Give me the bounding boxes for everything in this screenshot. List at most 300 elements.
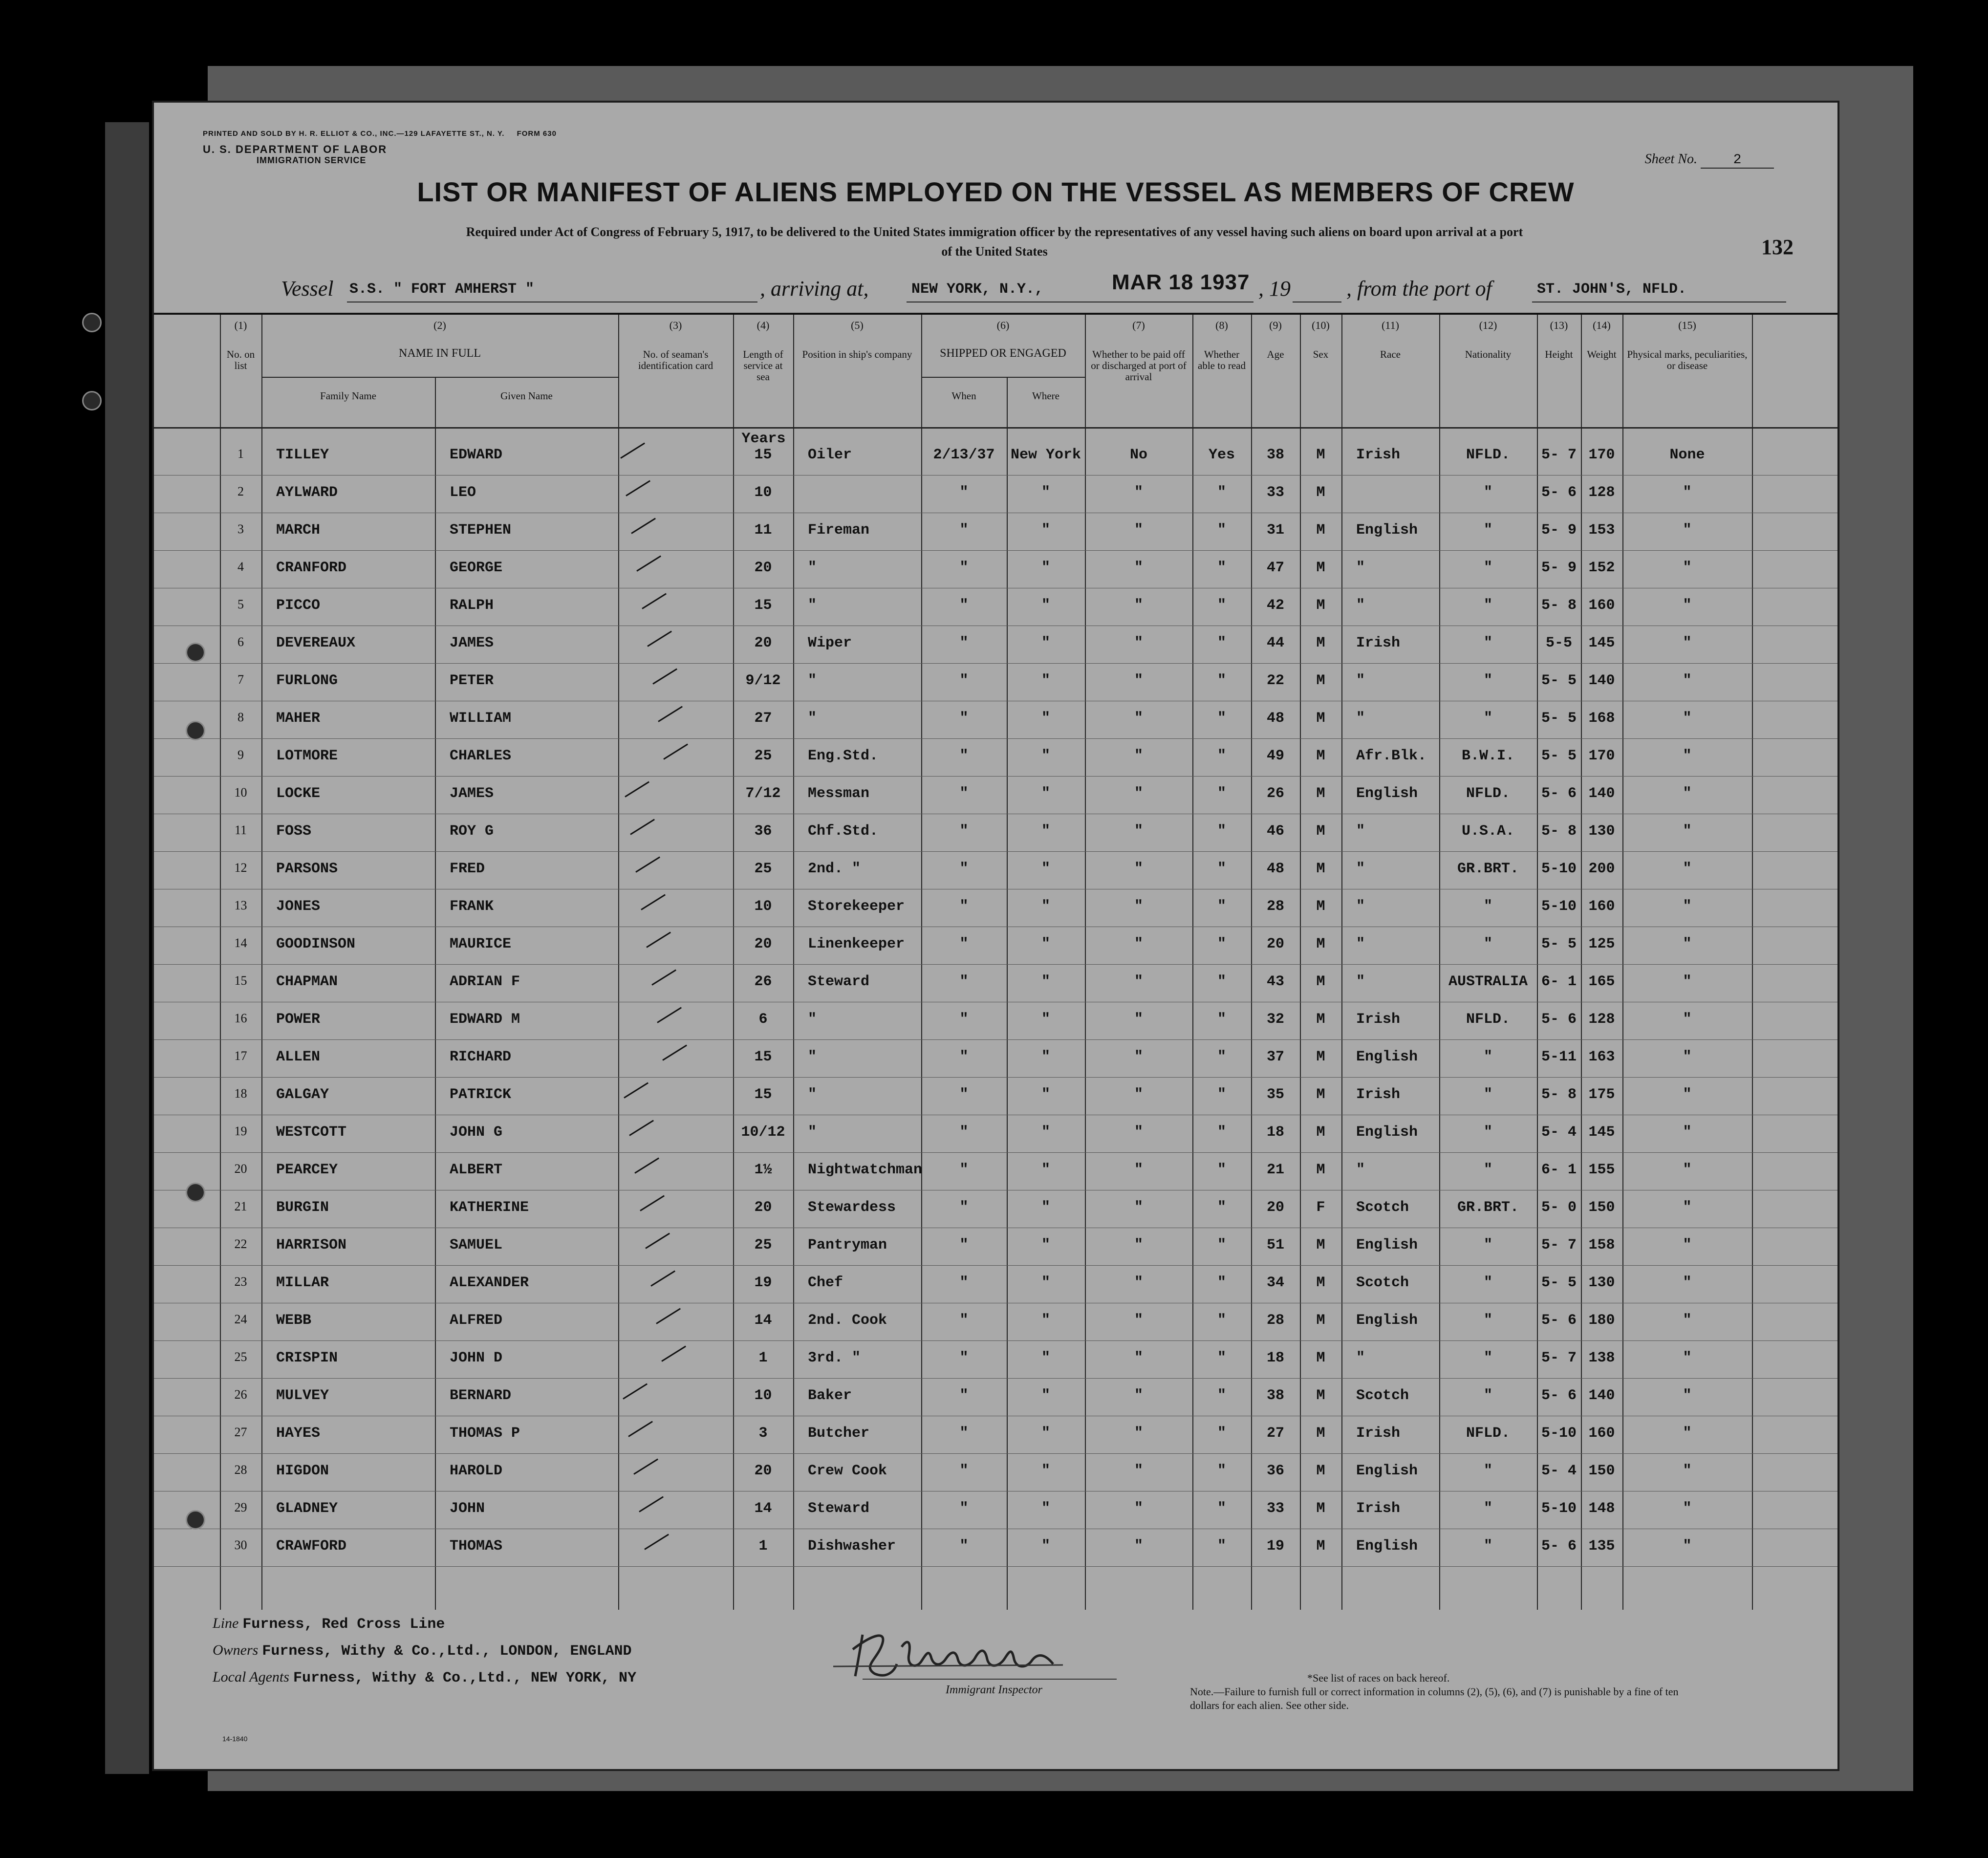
weight: 140 [1588, 785, 1615, 802]
service-length: 15 [754, 447, 772, 463]
family-name: MARCH [276, 522, 321, 539]
able-to-read: " [1217, 1049, 1226, 1065]
age: 20 [1266, 936, 1284, 952]
punch-hole [82, 391, 102, 410]
service-length: 1½ [754, 1162, 772, 1178]
shipped-when: " [959, 823, 969, 840]
age: 26 [1266, 785, 1284, 802]
given-name: FRANK [450, 898, 494, 915]
paid-off: " [1134, 1199, 1143, 1216]
family-name: CRISPIN [276, 1350, 338, 1366]
check-mark [629, 1120, 654, 1136]
family-name: PICCO [276, 597, 321, 614]
paid-off: " [1134, 484, 1143, 501]
form-code: 14-1840 [222, 1735, 248, 1743]
row-number: 4 [238, 560, 244, 574]
family-name: MULVEY [276, 1387, 329, 1404]
paid-off: " [1134, 522, 1143, 539]
background-sheet-edge [105, 122, 149, 1774]
family-name: ALLEN [276, 1049, 321, 1065]
row-number: 9 [238, 748, 244, 762]
shipped-where: New York [1010, 447, 1081, 463]
age: 37 [1266, 1049, 1284, 1065]
family-name: GALGAY [276, 1086, 329, 1103]
shipped-where: " [1041, 484, 1050, 501]
from-port: ST. JOHN'S, NFLD. [1537, 281, 1687, 298]
sex: M [1316, 1500, 1325, 1517]
physical-marks: " [1683, 1275, 1692, 1291]
family-name: POWER [276, 1011, 321, 1028]
shipped-where: " [1041, 1124, 1050, 1141]
family-name: AYLWARD [276, 484, 338, 501]
height: 5- 8 [1541, 597, 1577, 614]
shipped-when: " [959, 560, 969, 576]
age: 33 [1266, 484, 1284, 501]
column-header: Weight [1587, 348, 1617, 360]
table-row [154, 1115, 1837, 1153]
weight: 160 [1588, 1425, 1615, 1442]
column-header: Length of service at sea [743, 348, 783, 383]
height: 5- 5 [1541, 936, 1577, 952]
nationality: " [1483, 635, 1492, 651]
able-to-read: " [1217, 1425, 1226, 1442]
able-to-read: " [1217, 1312, 1226, 1329]
nationality: NFLD. [1466, 1011, 1510, 1028]
table-row [154, 1416, 1837, 1454]
weight: 150 [1588, 1463, 1615, 1479]
check-mark [658, 706, 683, 722]
shipped-when: " [959, 748, 969, 764]
sex: M [1316, 936, 1325, 952]
given-name: MAURICE [450, 936, 512, 952]
race: English [1356, 785, 1418, 802]
service-length: 20 [754, 1463, 772, 1479]
shipped-where: " [1041, 898, 1050, 915]
shipped-where: " [1041, 1162, 1050, 1178]
paid-off: " [1134, 1500, 1143, 1517]
nationality: NFLD. [1466, 1425, 1510, 1442]
row-number: 24 [234, 1312, 247, 1326]
paid-off: " [1134, 785, 1143, 802]
given-name: PETER [450, 672, 494, 689]
table-row [154, 777, 1837, 814]
table-row [154, 927, 1837, 965]
footer-note [1190, 1671, 1679, 1712]
from-label: , from the port of [1346, 277, 1492, 301]
shipped-when: " [959, 522, 969, 539]
height: 5- 6 [1541, 1011, 1577, 1028]
given-name: CHARLES [450, 748, 512, 764]
shipped-when: " [959, 1237, 969, 1253]
agents-value: Furness, Withy & Co.,Ltd., NEW YORK, NY [293, 1670, 637, 1686]
sex: M [1316, 1124, 1325, 1141]
family-name: HIGDON [276, 1463, 329, 1479]
shipped-where: " [1041, 1237, 1050, 1253]
physical-marks: " [1683, 1500, 1692, 1517]
check-mark [634, 1157, 659, 1173]
position: Messman [808, 785, 870, 802]
date-stamp: MAR 18 1937 [1112, 270, 1250, 294]
age: 32 [1266, 1011, 1284, 1028]
header-rule [154, 427, 1837, 429]
paid-off: " [1134, 635, 1143, 651]
shipped-where: " [1041, 785, 1050, 802]
row-number: 10 [234, 785, 247, 799]
service-length: 25 [754, 1237, 772, 1253]
service-length: 19 [754, 1275, 772, 1291]
height: 5- 6 [1541, 1387, 1577, 1404]
weight: 165 [1588, 973, 1615, 990]
physical-marks: " [1683, 785, 1692, 802]
check-mark [641, 894, 666, 910]
column-number: (9) [1269, 319, 1282, 331]
weight: 158 [1588, 1237, 1615, 1253]
column-number: (13) [1550, 319, 1568, 331]
height: 5- 7 [1541, 1350, 1577, 1366]
height: 5- 0 [1541, 1199, 1577, 1216]
given-name: RALPH [450, 597, 494, 614]
given-name: KATHERINE [450, 1199, 529, 1216]
physical-marks: " [1683, 1011, 1692, 1028]
able-to-read: " [1217, 1124, 1226, 1141]
physical-marks: " [1683, 484, 1692, 501]
race: English [1356, 522, 1418, 539]
weight: 130 [1588, 823, 1615, 840]
service-length: 20 [754, 560, 772, 576]
race: Irish [1356, 1086, 1401, 1103]
weight: 160 [1588, 597, 1615, 614]
given-name: LEO [450, 484, 476, 501]
position: Chf.Std. [808, 823, 879, 840]
family-name: JONES [276, 898, 321, 915]
service-length: 10 [754, 898, 772, 915]
able-to-read: " [1217, 560, 1226, 576]
sex: M [1316, 1086, 1325, 1103]
nationality: " [1483, 1237, 1492, 1253]
shipped-where: " [1041, 1199, 1050, 1216]
nationality: " [1483, 560, 1492, 576]
row-number: 2 [238, 484, 244, 498]
nationality: " [1483, 936, 1492, 952]
nationality: " [1483, 484, 1492, 501]
column-header: Physical marks, peculiarities, or disease [1627, 348, 1748, 371]
weight: 140 [1588, 1387, 1615, 1404]
given-name: HAROLD [450, 1463, 503, 1479]
subtitle-line-1: Required under Act of Congress of February 5, 1917, to be delivered to the United States immigration officer by the representatives of any vessel having such aliens on board upon arrival at a port [466, 225, 1523, 239]
check-mark [645, 1232, 670, 1249]
physical-marks: " [1683, 672, 1692, 689]
row-number: 29 [234, 1500, 247, 1514]
family-name: FURLONG [276, 672, 338, 689]
row-number: 21 [234, 1199, 247, 1213]
service-length: 14 [754, 1312, 772, 1329]
column-header: Sex [1313, 348, 1329, 360]
check-mark [640, 1195, 665, 1211]
shipped-when: " [959, 936, 969, 952]
physical-marks: " [1683, 1463, 1692, 1479]
vessel-line [281, 270, 1796, 305]
row-number: 25 [234, 1350, 247, 1364]
year-label: , 19 [1258, 277, 1291, 301]
arriving-label: , arriving at, [760, 277, 869, 301]
race: Afr.Blk. [1356, 748, 1427, 764]
age: 48 [1266, 710, 1284, 727]
service-name: IMMIGRATION SERVICE [257, 155, 367, 165]
shipped-when: " [959, 1312, 969, 1329]
race: " [1356, 597, 1365, 614]
table-row [154, 1190, 1837, 1228]
check-mark [624, 1082, 648, 1098]
paid-off: " [1134, 710, 1143, 727]
sex: M [1316, 522, 1325, 539]
position: Storekeeper [808, 898, 905, 915]
service-length: 27 [754, 710, 772, 727]
service-length: 26 [754, 973, 772, 990]
service-length: 10 [754, 1387, 772, 1404]
age: 48 [1266, 861, 1284, 877]
nationality: " [1483, 1350, 1492, 1366]
age: 49 [1266, 748, 1284, 764]
check-mark [628, 1421, 653, 1437]
note-races: *See list of races on back hereof. [1307, 1672, 1450, 1684]
position: " [808, 672, 817, 689]
sex: F [1316, 1199, 1325, 1216]
paid-off: " [1134, 973, 1143, 990]
family-name: WEBB [276, 1312, 312, 1329]
height: 5- 7 [1541, 447, 1577, 463]
paid-off: " [1134, 898, 1143, 915]
shipped-when: " [959, 1162, 969, 1178]
able-to-read: " [1217, 973, 1226, 990]
family-name: CRANFORD [276, 560, 347, 576]
position: Chef [808, 1275, 843, 1291]
shipped-when: " [959, 672, 969, 689]
page-title: LIST OR MANIFEST OF ALIENS EMPLOYED ON THE VESSEL AS MEMBERS OF CREW [417, 176, 1575, 207]
line-label: Line [213, 1615, 239, 1631]
service-length: 15 [754, 1049, 772, 1065]
race: Irish [1356, 1011, 1401, 1028]
race: " [1356, 898, 1365, 915]
able-to-read: " [1217, 1011, 1226, 1028]
column-number: (6) [996, 319, 1010, 331]
family-name: PARSONS [276, 861, 338, 877]
check-mark [651, 969, 676, 985]
shipped-where: " [1041, 635, 1050, 651]
given-name: ROY G [450, 823, 494, 840]
nationality: " [1483, 1275, 1492, 1291]
able-to-read: " [1217, 748, 1226, 764]
column-header: Race [1380, 348, 1401, 360]
family-name: WESTCOTT [276, 1124, 347, 1141]
race: English [1356, 1237, 1418, 1253]
table-row [154, 739, 1837, 777]
able-to-read: " [1217, 898, 1226, 915]
age: 43 [1266, 973, 1284, 990]
column-header: No. on list [226, 348, 255, 371]
check-mark [623, 1383, 648, 1399]
shipped-when: 2/13/37 [933, 447, 995, 463]
table-row [154, 513, 1837, 551]
nationality: " [1483, 1538, 1492, 1555]
physical-marks: " [1683, 635, 1692, 651]
height: 5- 5 [1541, 710, 1577, 727]
height: 5-10 [1541, 898, 1577, 915]
sex: M [1316, 1275, 1325, 1291]
line-value: Furness, Red Cross Line [242, 1616, 445, 1633]
shipped-when: " [959, 861, 969, 877]
check-mark [657, 1007, 682, 1023]
table-row [154, 438, 1837, 475]
shipped-when: " [959, 1086, 969, 1103]
service-length: 25 [754, 748, 772, 764]
column-header: Whether able to read [1198, 348, 1246, 371]
sex: M [1316, 484, 1325, 501]
row-number: 14 [234, 936, 247, 950]
family-name: HAYES [276, 1425, 321, 1442]
check-mark [644, 1534, 669, 1550]
nationality: " [1483, 1387, 1492, 1404]
column-header: Nationality [1465, 348, 1512, 360]
height: 6- 1 [1541, 1162, 1577, 1178]
service-length: 15 [754, 597, 772, 614]
race: " [1356, 823, 1365, 840]
race: " [1356, 973, 1365, 990]
given-name: JOHN D [450, 1350, 503, 1366]
agents-field [213, 1669, 636, 1686]
check-mark [662, 1044, 687, 1060]
shipped-when: " [959, 597, 969, 614]
row-rule [154, 1566, 1837, 1567]
physical-marks: " [1683, 1086, 1692, 1103]
service-length: 6 [758, 1011, 768, 1028]
race: Scotch [1356, 1199, 1409, 1216]
position: " [808, 1124, 817, 1141]
service-length: 10/12 [741, 1124, 785, 1141]
subtitle-line-2: of the United States [941, 244, 1048, 259]
vessel-label: Vessel [281, 277, 334, 301]
column-subheader: When [951, 390, 976, 402]
race: Irish [1356, 1425, 1401, 1442]
family-name: FOSS [276, 823, 312, 840]
paid-off: No [1129, 447, 1147, 463]
height: 5-10 [1541, 1500, 1577, 1517]
nationality: " [1483, 1162, 1492, 1178]
row-number: 11 [234, 823, 247, 837]
race: " [1356, 861, 1365, 877]
age: 46 [1266, 823, 1284, 840]
weight: 128 [1588, 484, 1615, 501]
nationality: " [1483, 898, 1492, 915]
height: 6- 1 [1541, 973, 1577, 990]
nationality: " [1483, 522, 1492, 539]
shipped-where: " [1041, 1538, 1050, 1555]
weight: 170 [1588, 447, 1615, 463]
row-number: 12 [234, 861, 247, 875]
footer [154, 1613, 1837, 1759]
shipped-when: " [959, 898, 969, 915]
subheader-rule [261, 377, 618, 378]
paid-off: " [1134, 1162, 1143, 1178]
crew-table [154, 313, 1837, 1610]
sex: M [1316, 973, 1325, 990]
paid-off: " [1134, 1049, 1143, 1065]
row-number: 30 [234, 1538, 247, 1552]
shipped-where: " [1041, 1463, 1050, 1479]
race: English [1356, 1049, 1418, 1065]
physical-marks: " [1683, 748, 1692, 764]
physical-marks: " [1683, 1425, 1692, 1442]
given-name: RICHARD [450, 1049, 512, 1065]
table-row [154, 965, 1837, 1002]
given-name: JOHN G [450, 1124, 503, 1141]
table-row [154, 1228, 1837, 1266]
weight: 168 [1588, 710, 1615, 727]
race: " [1356, 560, 1365, 576]
shipped-when: " [959, 1463, 969, 1479]
paid-off: " [1134, 1387, 1143, 1404]
height: 5- 5 [1541, 748, 1577, 764]
column-number: (7) [1132, 319, 1145, 331]
column-header: Height [1545, 348, 1573, 360]
family-name: GOODINSON [276, 936, 356, 952]
column-header: Age [1267, 348, 1284, 360]
shipped-when: " [959, 1387, 969, 1404]
table-row [154, 1529, 1837, 1567]
sex: M [1316, 785, 1325, 802]
weight: 155 [1588, 1162, 1615, 1178]
position: Eng.Std. [808, 748, 879, 764]
physical-marks: " [1683, 1312, 1692, 1329]
row-number: 23 [234, 1275, 247, 1289]
row-number: 5 [238, 597, 244, 611]
check-mark [633, 1458, 658, 1474]
column-header: No. of seaman's identification card [638, 348, 713, 371]
table-row [154, 551, 1837, 588]
sex: M [1316, 1312, 1325, 1329]
family-name: BURGIN [276, 1199, 329, 1216]
weight: 175 [1588, 1086, 1615, 1103]
race: Irish [1356, 635, 1401, 651]
paid-off: " [1134, 1425, 1143, 1442]
check-mark [631, 518, 656, 534]
column-number: (14) [1593, 319, 1611, 331]
height: 5- 5 [1541, 1275, 1577, 1291]
column-number: (5) [851, 319, 864, 331]
given-name: FRED [450, 861, 485, 877]
shipped-when: " [959, 973, 969, 990]
nationality: " [1483, 710, 1492, 727]
table-row [154, 1491, 1837, 1529]
able-to-read: " [1217, 1350, 1226, 1366]
punch-hole [186, 643, 205, 662]
check-mark [636, 555, 661, 571]
able-to-read: " [1217, 1237, 1226, 1253]
column-number: (1) [234, 319, 247, 331]
row-number: 20 [234, 1162, 247, 1176]
service-length: 20 [754, 1199, 772, 1216]
position: Nightwatchman [808, 1162, 923, 1178]
weight: 200 [1588, 861, 1615, 877]
physical-marks: " [1683, 1199, 1692, 1216]
check-mark [639, 1496, 664, 1512]
able-to-read: " [1217, 785, 1226, 802]
family-name: CRAWFORD [276, 1538, 347, 1555]
shipped-where: " [1041, 672, 1050, 689]
column-number: (10) [1312, 319, 1330, 331]
able-to-read: " [1217, 1538, 1226, 1555]
able-to-read: " [1217, 823, 1226, 840]
column-number: (3) [669, 319, 682, 331]
